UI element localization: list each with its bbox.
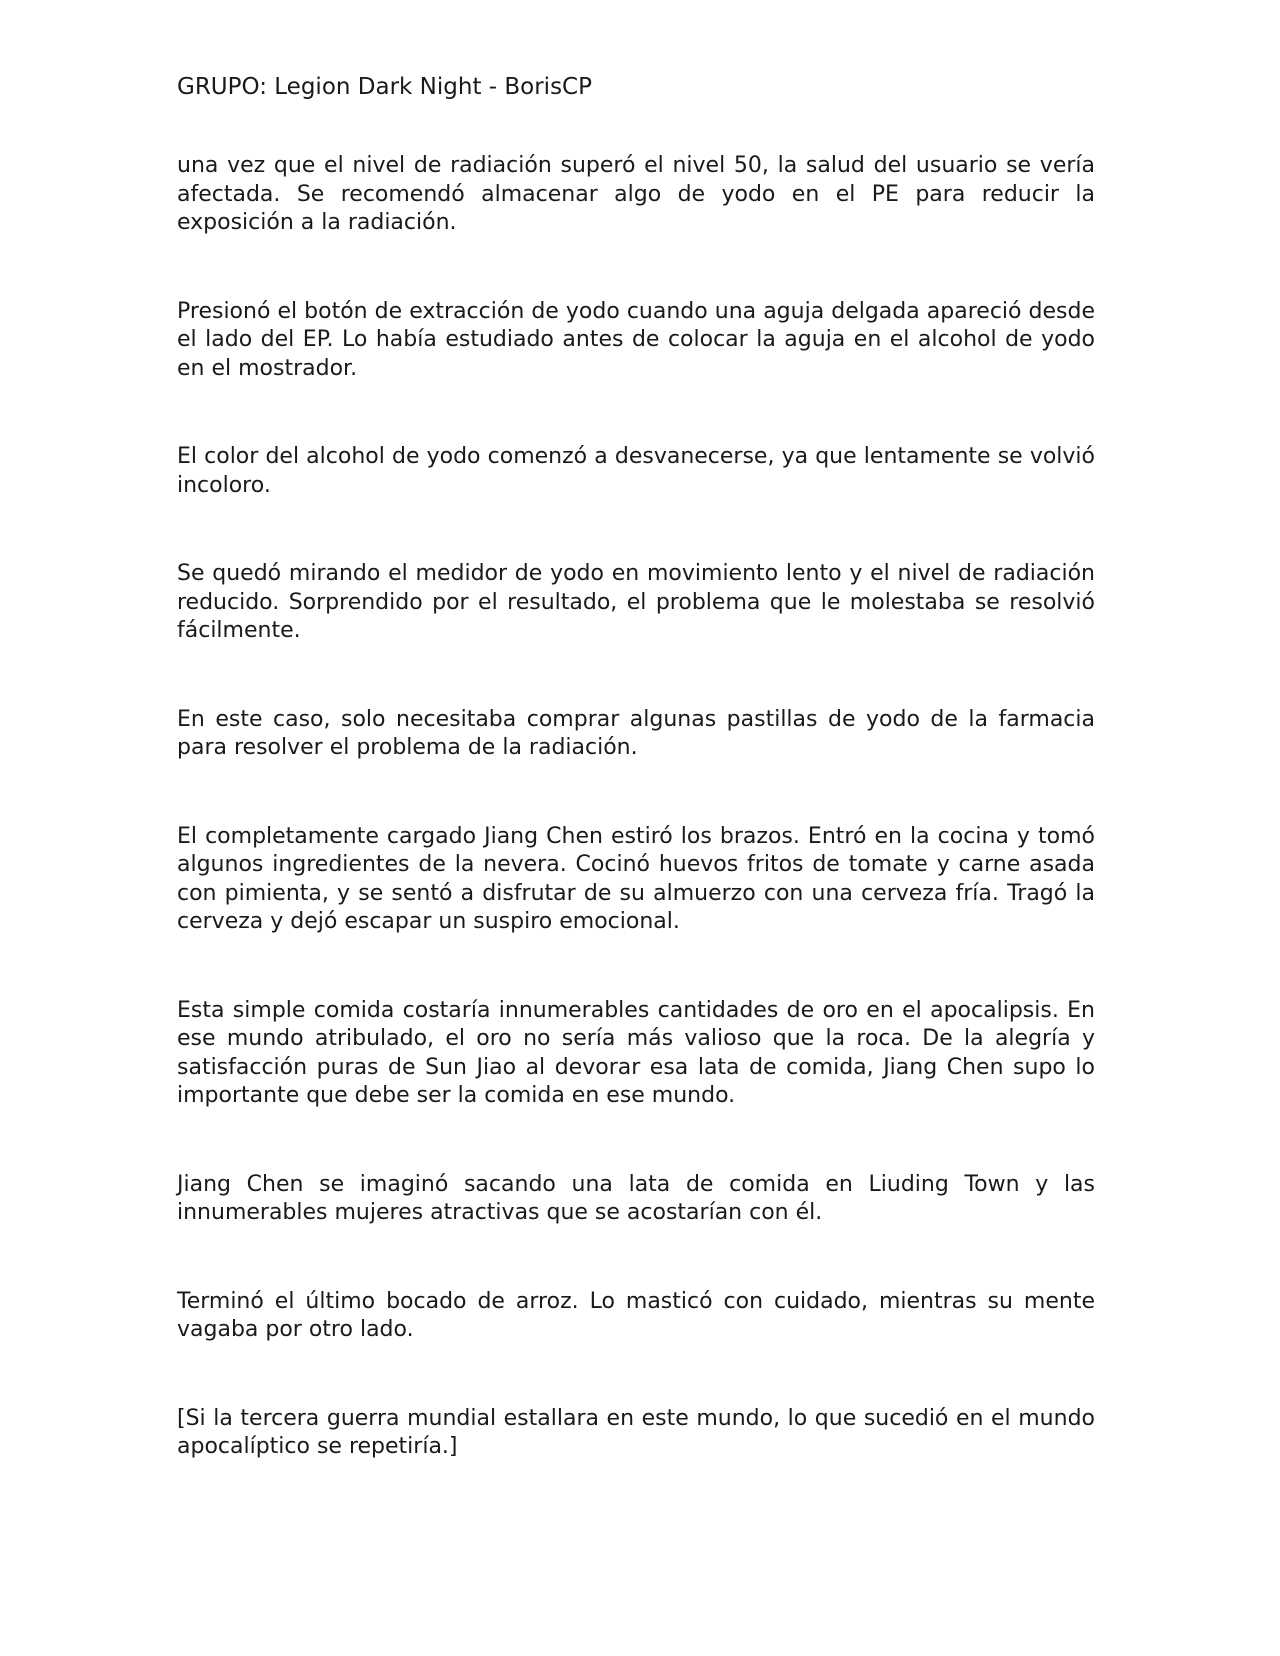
paragraph-4: Se quedó mirando el medidor de yodo en movimiento lento y el nivel de radiación reducido. Sorprendido por el resultado, el problema que le molestaba se resolvió fácilmente. — [177, 561, 1095, 643]
paragraph-7: Esta simple comida costaría innumerables cantidades de oro en el apocalipsis. En ese mundo atribulado, el oro no sería más valioso que la roca. De la alegría y satisfacción puras de Sun Jiao al devorar esa lata de comida, Jiang Chen supo lo importante que debe ser la comida en ese mundo. — [177, 997, 1095, 1108]
paragraph-8: Jiang Chen se imaginó sacando una lata de comida en Liuding Town y las innumerables mujeres atractivas que se acostarían con él. — [177, 1171, 1095, 1225]
paragraph-1: una vez que el nivel de radiación superó el nivel 50, la salud del usuario se vería afectada. Se recomendó almacenar algo de yodo en el PE para reducir la exposición a la radiación. — [177, 153, 1095, 235]
page-header: GRUPO: Legion Dark Night - BorisCP — [177, 74, 592, 100]
paragraph-10: [Si la tercera guerra mundial estallara en este mundo, lo que sucedió en el mundo apocalíptico se repetiría.] — [177, 1405, 1095, 1459]
paragraph-9: Terminó el último bocado de arroz. Lo masticó con cuidado, mientras su mente vagaba por otro lado. — [177, 1288, 1095, 1342]
paragraph-3: El color del alcohol de yodo comenzó a desvanecerse, ya que lentamente se volvió incoloro. — [177, 444, 1095, 498]
paragraph-5: En este caso, solo necesitaba comprar algunas pastillas de yodo de la farmacia para resolver el problema de la radiación. — [177, 706, 1095, 760]
paragraph-6: El completamente cargado Jiang Chen estiró los brazos. Entró en la cocina y tomó algunos ingredientes de la nevera. Cocinó huevos fritos de tomate y carne asada con pimienta, y se sentó a disfrutar de su almuerzo con una cerveza fría. Tragó la cerveza y dejó escapar un suspiro emocional. — [177, 823, 1095, 934]
paragraph-2: Presionó el botón de extracción de yodo cuando una aguja delgada apareció desde el lado del EP. Lo había estudiado antes de colocar la aguja en el alcohol de yodo en el mostrador. — [177, 298, 1095, 381]
document-body — [177, 152, 1095, 1522]
